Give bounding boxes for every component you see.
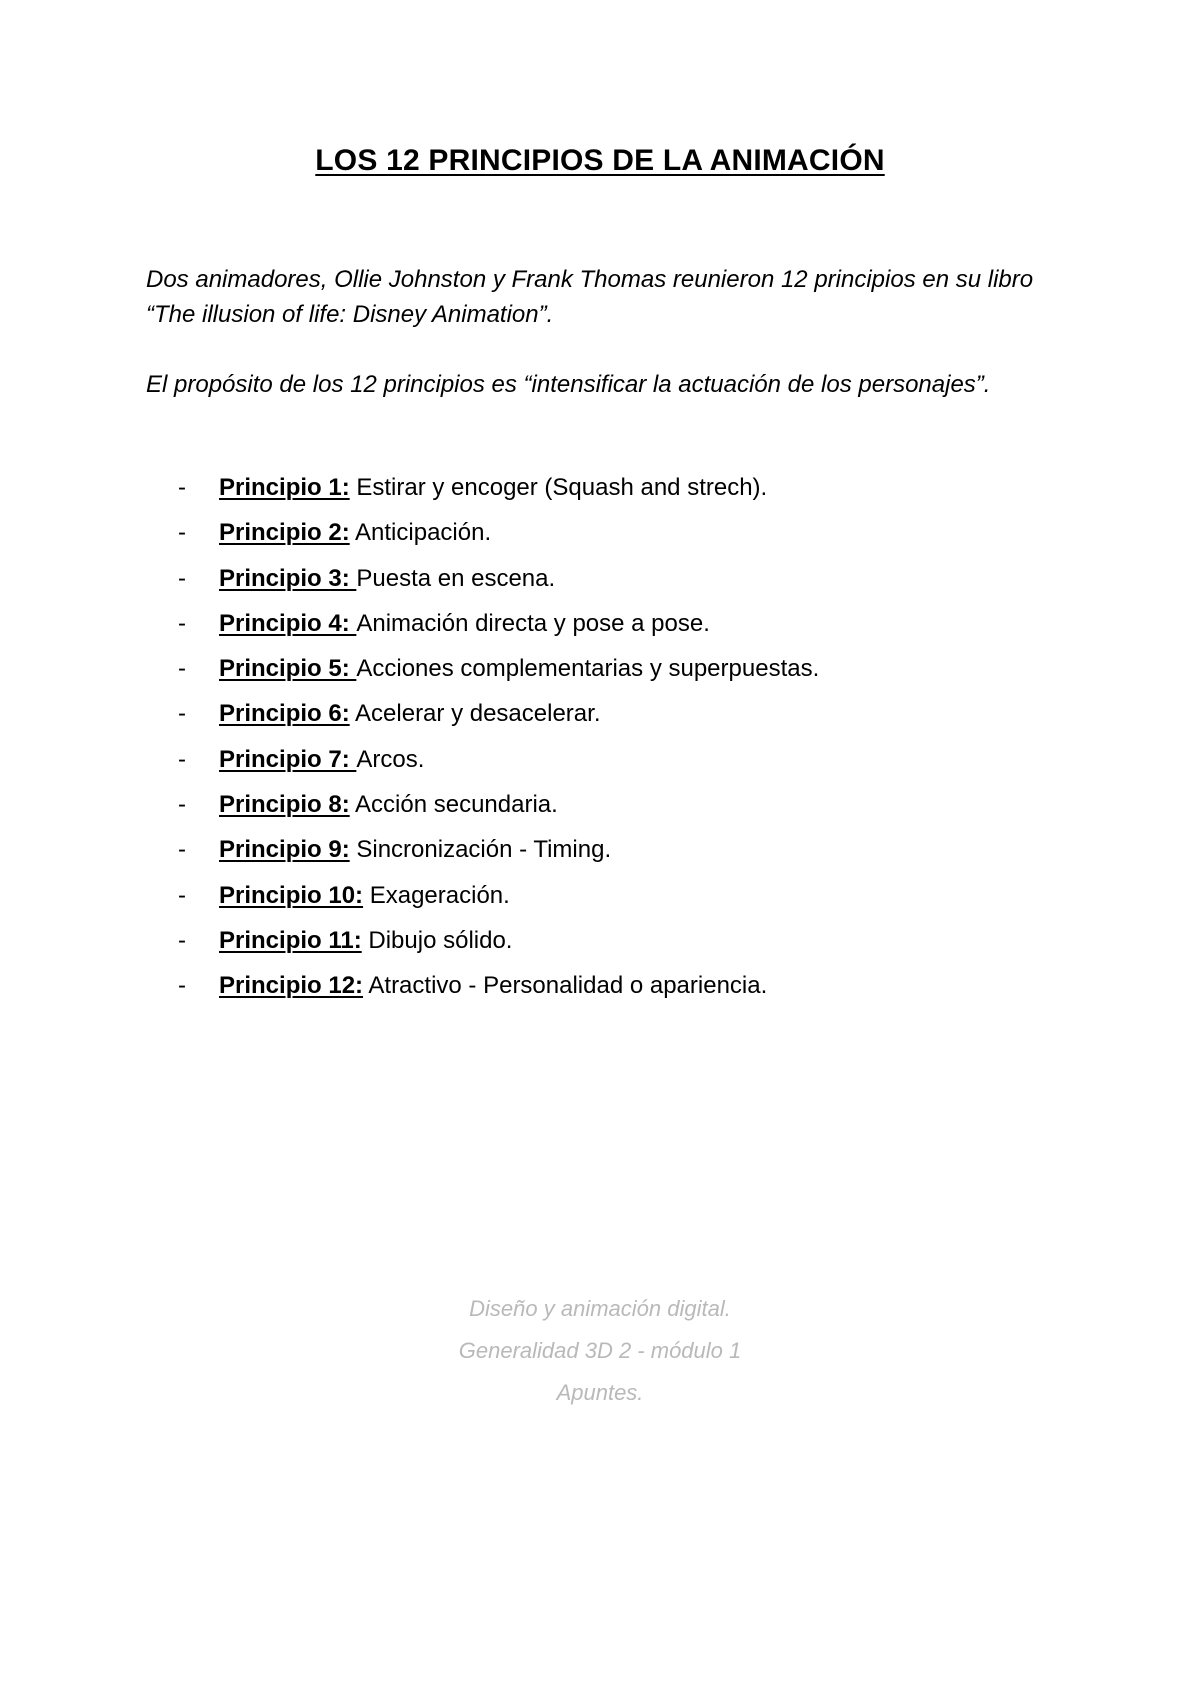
list-item: [178, 789, 1078, 834]
principle-label: Principio 8:: [219, 791, 350, 819]
principle-label: Principio 6:: [219, 700, 350, 728]
list-item: [178, 744, 1078, 789]
list-item: [178, 880, 1078, 925]
footer-module: Generalidad 3D 2 - módulo 1: [458, 1338, 742, 1363]
principle-text: Acción secundaria.: [349, 791, 558, 819]
principles-list: [178, 472, 1078, 1016]
bullet-dash: -: [178, 881, 186, 909]
principle-text: Exageración.: [363, 881, 510, 909]
bullet-dash: -: [178, 972, 186, 1000]
principle-text: Puesta en escena.: [356, 564, 556, 592]
principle-label: Principio 5:: [219, 655, 357, 683]
principle-label: Principio 7:: [219, 745, 357, 773]
principle-label: Principio 10:: [219, 881, 364, 909]
principle-text: Estirar y encoger (Squash and strech).: [349, 474, 768, 501]
list-item: [178, 698, 1078, 743]
page-title: LOS 12 PRINCIPIOS DE LA ANIMACIÓN: [315, 144, 885, 177]
bullet-dash: -: [178, 655, 186, 683]
list-item: [178, 834, 1078, 879]
principle-text: Atractivo - Personalidad o apariencia.: [363, 972, 768, 1000]
list-item: [178, 517, 1078, 562]
principle-text: Acciones complementarias y superpuestas.: [356, 655, 820, 683]
intro-paragraph: Dos animadores, Ollie Johnston y Frank Thomas reunieron 12 principios en su libro “The illusion of life: Disney Animation”.: [146, 266, 1034, 328]
footer-note: [0, 1288, 1200, 1414]
principle-label: Principio 11:: [219, 926, 362, 954]
purpose-paragraph: El propósito de los 12 principios es “intensificar la actuación de los personajes”.: [146, 371, 991, 398]
list-item: [178, 970, 1078, 1015]
principle-label: Principio 4:: [219, 609, 357, 637]
bullet-dash: -: [178, 564, 186, 592]
bullet-dash: -: [178, 519, 186, 547]
principle-text: Anticipación.: [349, 519, 492, 547]
principle-label: Principio 1:: [219, 474, 350, 501]
principle-text: Sincronización - Timing.: [349, 836, 612, 864]
footer-course: Diseño y animación digital.: [469, 1296, 731, 1321]
principle-label: Principio 2:: [219, 519, 350, 547]
list-item: [178, 925, 1078, 970]
principle-label: Principio 9:: [219, 836, 350, 864]
principle-text: Acelerar y desacelerar.: [349, 700, 601, 728]
bullet-dash: -: [178, 926, 186, 954]
principle-text: Animación directa y pose a pose.: [356, 609, 710, 637]
bullet-dash: -: [178, 791, 186, 819]
principle-label: Principio 3:: [219, 564, 357, 592]
footer-notes: Apuntes.: [556, 1380, 644, 1405]
principle-label: Principio 12:: [219, 972, 364, 1000]
list-item: [178, 472, 1078, 517]
bullet-dash: -: [178, 836, 186, 864]
bullet-dash: -: [178, 609, 186, 637]
list-item: [178, 653, 1078, 698]
principle-text: Arcos.: [356, 745, 425, 773]
bullet-dash: -: [178, 700, 186, 728]
bullet-dash: -: [178, 474, 186, 501]
list-item: [178, 563, 1078, 608]
list-item: [178, 608, 1078, 653]
bullet-dash: -: [178, 745, 186, 773]
principle-text: Dibujo sólido.: [361, 926, 513, 954]
